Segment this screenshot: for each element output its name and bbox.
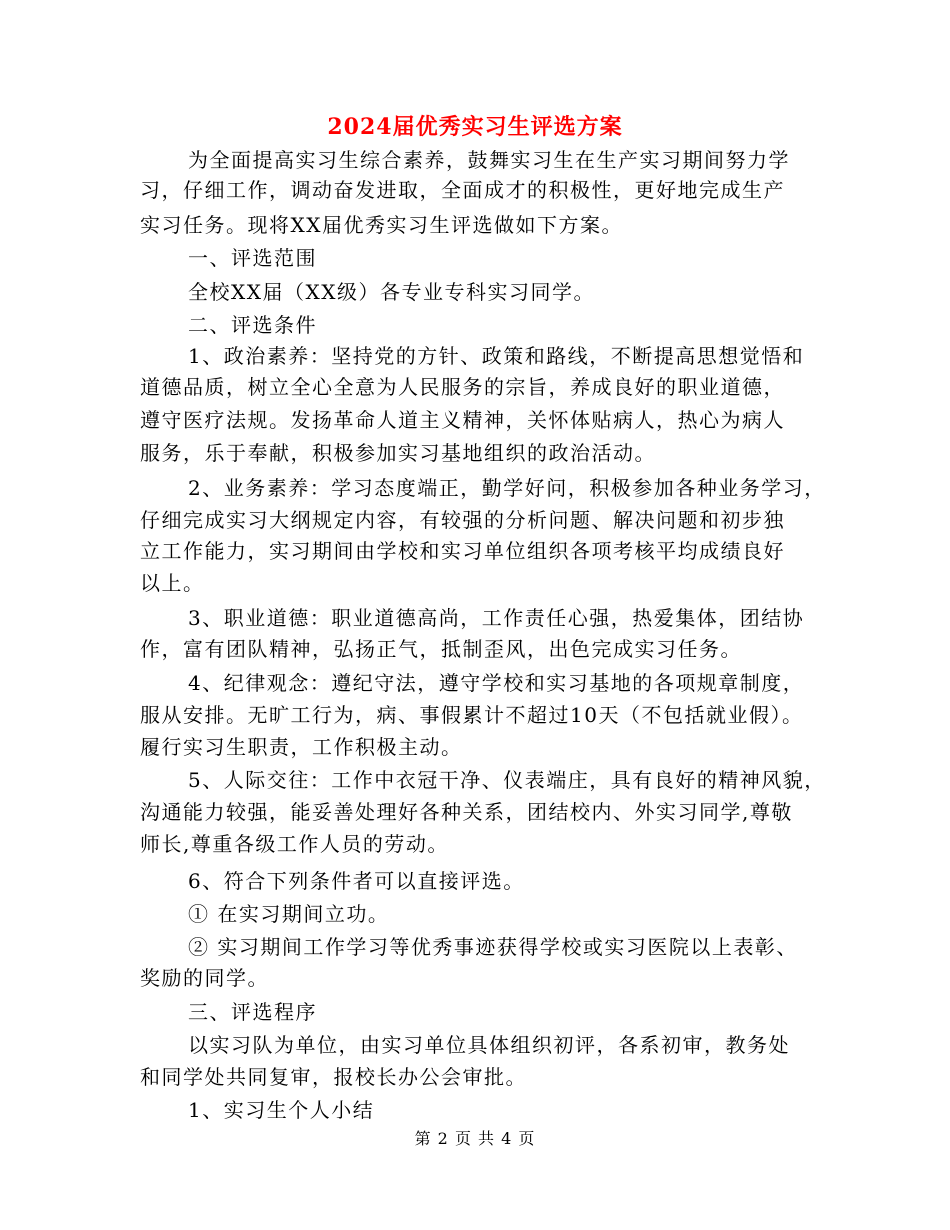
paragraph-line: 5、人际交往：工作中衣冠干净、仪表端庄，具有良好的精神风貌， — [188, 768, 826, 792]
paragraph-line: 1、政治素养：坚持党的方针、政策和路线，不断提高思想觉悟和 — [188, 344, 805, 368]
paragraph-line: 师长,尊重各级工作人员的劳动。 — [140, 832, 449, 856]
paragraph-line: 为全面提高实习生综合素养，鼓舞实习生在生产实习期间努力学 — [188, 148, 790, 172]
page-footer: 第 2 页 共 4 页 — [414, 1129, 536, 1148]
paragraph-line: 4、纪律观念：遵纪守法，遵守学校和实习基地的各项规章制度， — [188, 671, 805, 695]
section-heading: 三、评选程序 — [188, 1000, 317, 1024]
paragraph-line: 道德品质，树立全心全意为人民服务的宗旨，养成良好的职业道德， — [140, 375, 785, 399]
paragraph-line: 服务，乐于奉献，积极参加实习基地组织的政治活动。 — [140, 441, 656, 465]
paragraph-line: 沟通能力较强，能妥善处理好各种关系，团结校内、外实习同学,尊敬 — [140, 800, 793, 824]
paragraph-line: 遵守医疗法规。发扬革命人道主义精神，关怀体贴病人，热心为病人 — [140, 408, 785, 432]
list-item: ② 实习期间工作学习等优秀事迹获得学校或实习医院以上表彰、 — [188, 935, 798, 959]
section-heading: 一、评选范围 — [188, 246, 317, 270]
paragraph-line: 以实习队为单位，由实习单位具体组织初评，各系初审，教务处 — [188, 1033, 790, 1057]
document-title: 2024届优秀实习生评选方案 — [327, 114, 623, 140]
paragraph-line: 3、职业道德：职业道德高尚，工作责任心强，热爱集体，团结协 — [188, 606, 805, 630]
paragraph-line: 习，仔细工作，调动奋发进取，全面成才的积极性，更好地完成生产 — [140, 178, 785, 202]
paragraph-line: 作，富有团队精神，弘扬正气，抵制歪风，出色完成实习任务。 — [140, 637, 742, 661]
paragraph-line: 服从安排。无旷工行为，病、事假累计不超过10天（不包括就业假）。 — [140, 703, 804, 727]
paragraph-line: 6、符合下列条件者可以直接评选。 — [188, 869, 525, 893]
paragraph-line: 2、业务素养：学习态度端正，勤学好问，积极参加各种业务学习， — [188, 476, 826, 500]
paragraph-line: 立工作能力，实习期间由学校和实习单位组织各项考核平均成绩良好 — [140, 539, 785, 563]
section-heading: 二、评选条件 — [188, 313, 317, 337]
paragraph-line: 实习任务。现将XX届优秀实习生评选做如下方案。 — [140, 213, 623, 237]
paragraph-line: 奖励的同学。 — [140, 966, 269, 990]
paragraph-line: 履行实习生职责，工作积极主动。 — [140, 735, 463, 759]
paragraph-line: 1、实习生个人小结 — [188, 1098, 375, 1122]
paragraph-line: 仔细完成实习大纲规定内容，有较强的分析问题、解决问题和初步独 — [140, 508, 785, 532]
paragraph-line: 全校XX届（XX级）各专业专科实习同学。 — [188, 280, 595, 304]
paragraph-line: 和同学处共同复审，报校长办公会审批。 — [140, 1065, 527, 1089]
paragraph-line: 以上。 — [140, 571, 205, 595]
list-item: ① 在实习期间立功。 — [188, 902, 390, 926]
